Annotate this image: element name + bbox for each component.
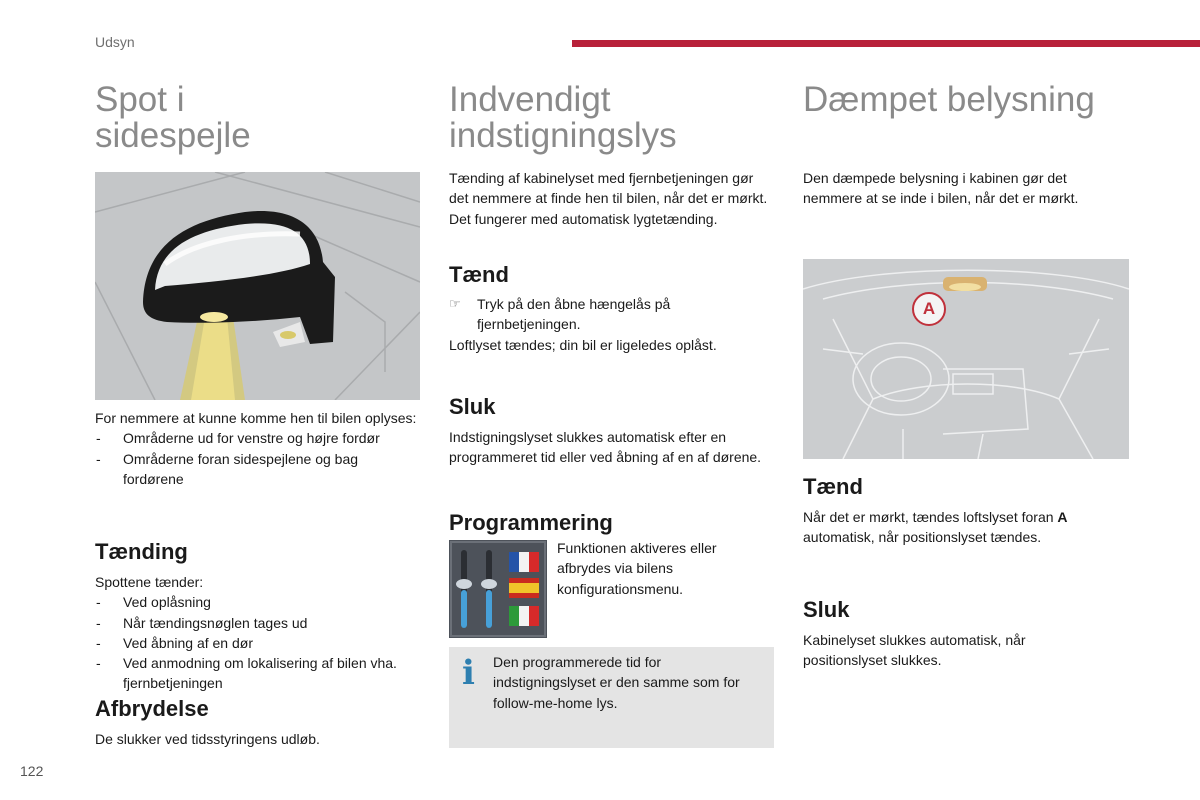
taend-3-text bbox=[803, 507, 1123, 548]
title-line-2: sidespejle bbox=[95, 116, 251, 155]
page-title-daempet: Dæmpet belysning bbox=[803, 80, 1095, 119]
info-icon: i bbox=[462, 653, 475, 693]
heading-taend-3: Tænd bbox=[803, 474, 863, 499]
heading-sluk-2: Sluk bbox=[449, 394, 496, 419]
list-item: - Ved oplåsning bbox=[95, 592, 420, 612]
title-line-2: indstigningslys bbox=[449, 116, 677, 155]
page-number: 122 bbox=[20, 763, 44, 779]
sluk-3-text: Kabinelyset slukkes automatisk, når positionslyset slukkes. bbox=[803, 632, 1026, 669]
taending-block bbox=[95, 572, 420, 694]
spot-areas-list bbox=[95, 428, 420, 489]
section-label: Udsyn bbox=[95, 34, 135, 50]
list-item: - Ved åbning af en dør bbox=[95, 633, 420, 653]
taending-intro: Spottene tænder: bbox=[95, 574, 204, 590]
list-item-text: Tryk på den åbne hængelås på fjernbetjeningen. bbox=[477, 296, 671, 333]
taend-3-text-end: automatisk, når positionslyset tændes. bbox=[803, 529, 1042, 546]
heading-taend-2: Tænd bbox=[449, 262, 509, 287]
list-item bbox=[449, 294, 769, 335]
list-item: - Ved anmodning om lokalisering af bilen vha. fjernbetjeningen bbox=[95, 653, 420, 694]
mirror-spot-illustration bbox=[95, 172, 420, 400]
callout-label-a: A bbox=[912, 292, 946, 326]
daempet-intro: Den dæmpede belysning i kabinen gør det nemmere at se inde i bilen, når det er mørkt. bbox=[803, 170, 1079, 207]
taend-2-list bbox=[449, 294, 769, 335]
taend-2-block bbox=[449, 294, 769, 355]
list-item: - Når tændingsnøglen tages ud bbox=[95, 613, 420, 633]
afbrydelse-text: De slukker ved tidsstyringens udløb. bbox=[95, 731, 320, 747]
list-item: - Områderne foran sidespejlene og bag fordørene bbox=[95, 449, 420, 490]
taend-3-text-start: Når det er mørkt, tændes loftslyset foran bbox=[803, 509, 1058, 525]
heading-programmering: Programmering bbox=[449, 510, 613, 535]
info-text: Den programmerede tid for indstigningslyset er den samme som for follow-me-home lys. bbox=[493, 654, 740, 711]
spot-intro-block bbox=[95, 408, 420, 489]
spot-intro: For nemmere at kunne komme hen til bilen oplyses: bbox=[95, 410, 417, 426]
heading-afbrydelse: Afbrydelse bbox=[95, 696, 209, 721]
list-item: - Områderne ud for venstre og højre fordør bbox=[95, 428, 420, 448]
header-rule bbox=[572, 40, 1200, 47]
page-title-indvendigt bbox=[449, 82, 677, 154]
taending-list bbox=[95, 592, 420, 693]
heading-taending: Tænding bbox=[95, 539, 188, 564]
pointing-hand-icon: ☞ bbox=[449, 296, 461, 311]
title-line-1: Spot i bbox=[95, 80, 185, 119]
cabin-interior-illustration bbox=[803, 259, 1129, 459]
heading-sluk-3: Sluk bbox=[803, 597, 850, 622]
taend-2-result: Loftlyset tændes; din bil er ligeledes oplåst. bbox=[449, 336, 717, 353]
info-note bbox=[449, 647, 774, 748]
label-a-ref: A bbox=[1057, 509, 1068, 525]
config-menu-illustration bbox=[449, 540, 547, 638]
programmering-text: Funktionen aktiveres eller afbrydes via bilens konfigurationsmenu. bbox=[557, 540, 717, 597]
title-line-1: Indvendigt bbox=[449, 80, 611, 119]
indvendigt-intro: Tænding af kabinelyset med fjernbetjeningen gør det nemmere at finde hen til bilen, når det er mørkt. Det fungerer med automatisk lygtetænding. bbox=[449, 170, 768, 227]
sluk-2-text: Indstigningslyset slukkes automatisk efter en programmeret tid eller ved åbning af en af dørene. bbox=[449, 429, 762, 466]
page-title-spot bbox=[95, 82, 251, 154]
